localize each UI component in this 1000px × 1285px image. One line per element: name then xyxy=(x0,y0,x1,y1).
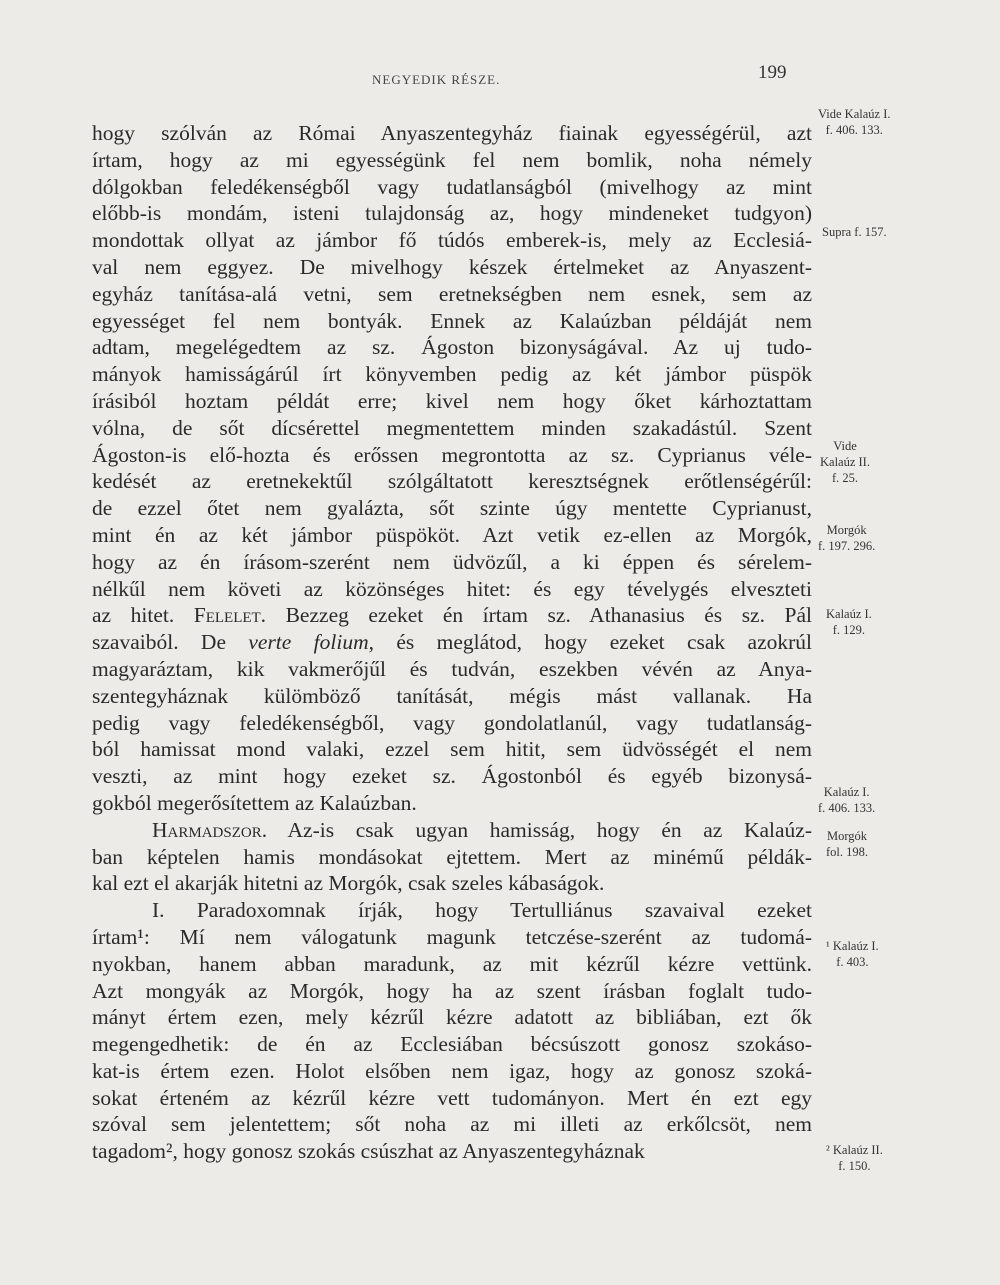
body-text xyxy=(92,120,812,1165)
margin-note: Vide Kalaúz I. f. 406. 133. xyxy=(818,107,891,137)
text-line: szóval sem jelentettem; sőt noha az mi illeti az erkőlcsöt, nem xyxy=(92,1112,812,1137)
text-line: gokból megerősítettem az Kalaúzban. xyxy=(92,790,417,815)
text-line: de ezzel őtet nem gyalázta, sőt szinte úgy mentette Cyprianust, xyxy=(92,496,812,521)
italic-phrase: verte folium xyxy=(248,630,369,655)
text-line: dólgokban feledékenségből vagy tudatlanságból (mivelhogy az mint xyxy=(92,174,812,199)
text-line: hogy szólván az Római Anyaszentegyház fiainak egyességérül, azt xyxy=(92,121,812,145)
text-line: Harmadszor. Az-is csak ugyan hamisság, hogy én az Kalaúz- xyxy=(152,817,812,842)
text-line: Azt mongyák az Morgók, hogy ha az szent írásban foglalt tudo- xyxy=(92,978,812,1003)
margin-note: Morgók f. 197. 296. xyxy=(818,523,876,553)
text-line: mányt értem ezen, mely kézrűl kézre adatott az bibliában, ezt ők xyxy=(92,1005,812,1030)
text-line: előbb-is mondám, isteni tulajdonság az, hogy mindeneket tudgyon) xyxy=(92,201,812,226)
text-line: írásiból hoztam példát erre; kivel nem hogy őket kárhoztattam xyxy=(92,388,812,413)
text-line: val nem eggyez. De mivelhogy készek értelmeket az Anyaszent- xyxy=(92,254,812,279)
margin-note: ² Kalaúz II. f. 150. xyxy=(826,1143,883,1173)
text-line: mondottak ollyat az jámbor fő túdós emberek-is, mely az Ecclesiá- xyxy=(92,228,812,253)
small-caps-word: Felelet. xyxy=(193,603,267,628)
text-line: magyaráztam, kik vakmerőjűl és tudván, eszekben vévén az Anya- xyxy=(92,656,812,681)
margin-note: ¹ Kalaúz I. f. 403. xyxy=(826,939,879,969)
text-line: ból hamissat mond valaki, ezzel sem hitit, sem üdvösségét el nem xyxy=(92,737,812,762)
text-line: írtam, hogy az mi egyességünk fel nem bomlik, noha némely xyxy=(92,147,812,172)
text-line: szavaiból. De verte folium, és meglátod, hogy ezeket csak azokrúl xyxy=(92,630,813,655)
text-line: nélkűl nem követi az közönséges hitet: és egy tévelygés elveszteti xyxy=(92,576,812,601)
text-line: kedését az eretnekektűl szólgáltatott keresztségnek erőtlenségérűl: xyxy=(92,469,812,494)
text-line: veszti, az mint hogy ezeket sz. Ágostonból és egyéb bizonysá- xyxy=(92,764,812,789)
text-line: írtam¹: Mí nem válogatunk magunk tetczése-szerént az tudomá- xyxy=(92,924,812,949)
text-line: kat-is értem ezen. Holot elsőben nem igaz, hogy az gonosz szoká- xyxy=(92,1058,812,1083)
small-caps-word: Harmadszor. xyxy=(152,817,268,842)
margin-note: Vide Kalaúz II. f. 25. xyxy=(820,439,870,485)
margin-note: Supra f. 157. xyxy=(822,225,887,239)
text-line: sokat érteném az kézrűl kézre vett tudományon. Mert én ezt egy xyxy=(92,1085,812,1110)
text-line: egyház tanítása-alá vetni, sem eretnekségben nem esnek, sem az xyxy=(92,281,812,306)
text-line: hogy az én írásom-szerént nem üdvözűl, a ki éppen és sérelem- xyxy=(92,549,812,574)
text-line: mint én az két jámbor püspököt. Azt vetik ez-ellen az Morgók, xyxy=(92,522,812,547)
text-line: vólna, de sőt dícsérettel megmentettem minden szakadástúl. Szent xyxy=(92,415,812,440)
text-line: ban képtelen hamis mondásokat ejtettem. Mert az minémű példák- xyxy=(92,844,812,869)
text-line: az hitet. Felelet. Bezzeg ezeket én írtam sz. Athanasius és sz. Pál xyxy=(92,603,812,628)
text-line: nyokban, hanem abban maradunk, az mit kézrűl kézre vettünk. xyxy=(92,951,812,976)
page-number: 199 xyxy=(758,62,787,83)
text-line: szentegyháznak külömböző tanítását, mégis mást vallanak. Ha xyxy=(92,683,812,708)
margin-note: Kalaúz I. f. 129. xyxy=(826,607,872,637)
text-line: megengedhetik: de én az Ecclesiában bécsúszott gonosz szokáso- xyxy=(92,1032,812,1057)
text-line: tagadom², hogy gonosz szokás csúszhat az Anyaszentegyháznak xyxy=(92,1139,645,1164)
margin-note: Kalaúz I. f. 406. 133. xyxy=(818,785,876,815)
text-line: adtam, megelégedtem az sz. Ágoston bizonyságával. Az uj tudo- xyxy=(92,335,812,360)
text-line: I. Paradoxomnak írják, hogy Tertulliánus szavaival ezeket xyxy=(152,898,812,923)
text-line: mányok hamisságárúl írt könyvemben pedig az két jámbor püspök xyxy=(92,362,812,387)
text-line: pedig vagy feledékenségből, vagy gondolatlanúl, vagy tudatlanság- xyxy=(92,710,812,735)
text-line: kal ezt el akarják hitetni az Morgók, csak szeles kábaságok. xyxy=(92,871,605,896)
text-line: egyességet fel nem bontyák. Ennek az Kalaúzban példáját nem xyxy=(92,308,812,333)
margin-note: Morgók fol. 198. xyxy=(826,829,869,859)
text-line: Ágoston-is elő-hozta és erőssen megrontotta az sz. Cyprianus véle- xyxy=(92,442,812,467)
running-head: NEGYEDIK RÉSZE. xyxy=(372,72,501,87)
